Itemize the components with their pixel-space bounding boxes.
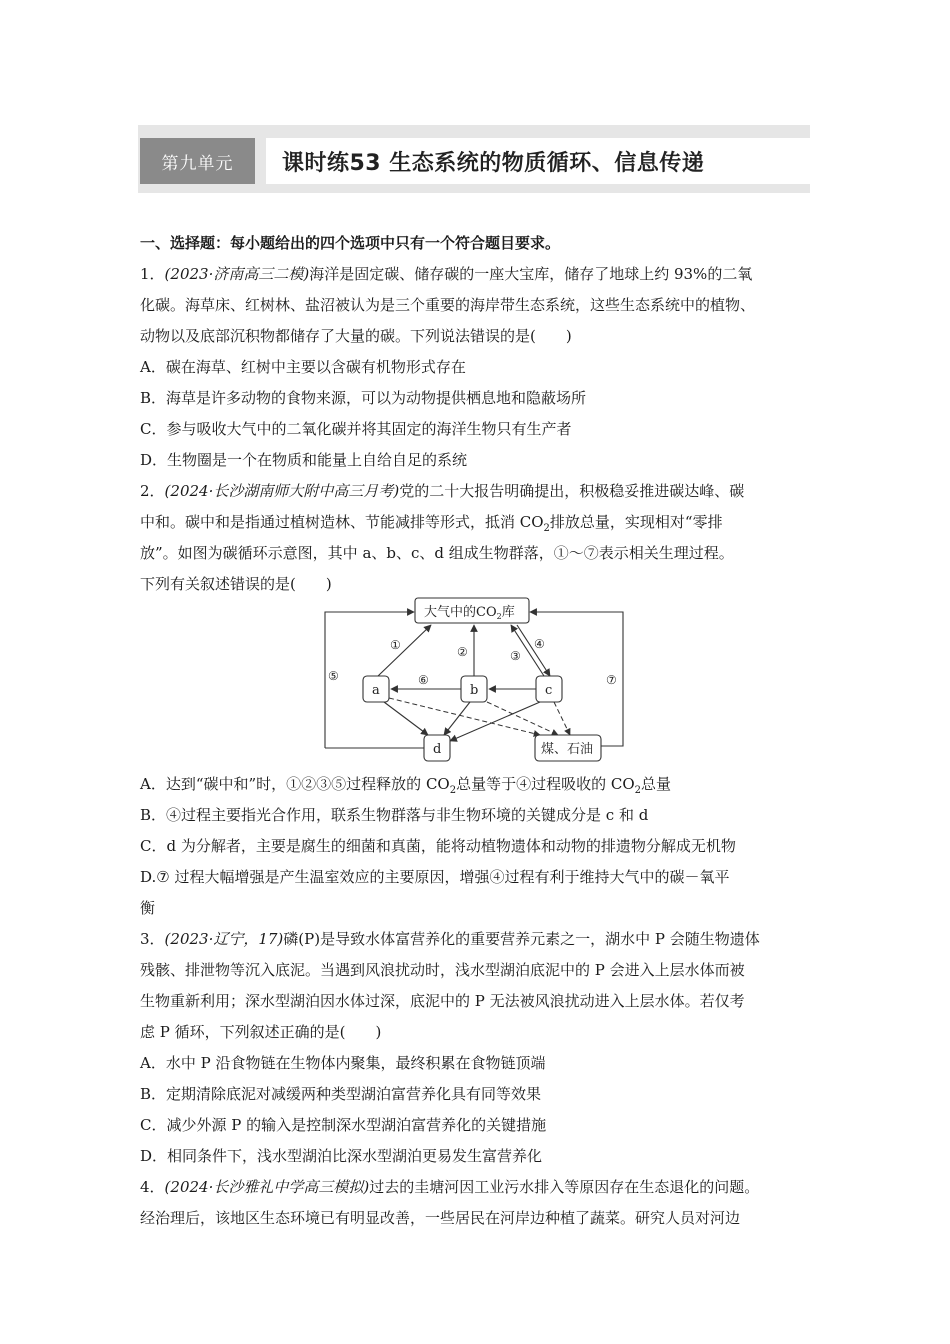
q2-option-d-1: D.⑦ 过程大幅增强是产生温室效应的主要原因，增强④过程有利于维持大气中的碳－氧平 (140, 868, 730, 886)
q3-source: (2023·辽宁，17) (164, 930, 284, 948)
q2-option-d-2: 衡 (140, 899, 156, 917)
q3-option-c: C．减少外源 P 的输入是控制深水型湖泊富营养化的关键措施 (140, 1116, 547, 1134)
q1-option-a: A．碳在海草、红树中主要以含碳有机物形式存在 (140, 358, 466, 376)
q2-option-b: B．④过程主要指光合作用，联系生物群落与非生物环境的关键成分是 c 和 d (140, 806, 649, 824)
label-3: ③ (510, 649, 521, 663)
unit-tag: 第九单元 (140, 138, 255, 184)
arrow-1 (378, 625, 431, 676)
q2-source: (2024·长沙湖南师大附中高三月考) (164, 482, 400, 500)
q1-line-3: 动物以及底部沉积物都储存了大量的碳。下列说法错误的是( ) (140, 327, 572, 345)
q1-line-2: 化碳。海草床、红树林、盐沼被认为是三个重要的海岸带生态系统，这些生态系统中的植物、 (140, 296, 756, 314)
q3-line-2: 残骸、排泄物等沉入底泥。当遇到风浪扰动时，浅水型湖泊底泥中的 P 会进入上层水体而被 (140, 961, 745, 979)
q3-line-1: 3．(2023·辽宁，17)磷(P)是导致水体富营养化的重要营养元素之一，湖水中 P 会随生物遗体 (140, 930, 760, 948)
node-b-label: b (470, 683, 479, 698)
arrow-a-d (384, 702, 428, 735)
q2-line-2: 中和。碳中和是指通过植树造林、节能减排等形式，抵消 $CO_2$排放总量，实现相对“零排 (140, 513, 723, 534)
lesson-title: 课时练53 生态系统的物质循环、信息传递 (282, 150, 705, 176)
q1-line-1: 1．(2023·济南高三二模)海洋是固定碳、储存碳的一座大宝库，储存了地球上约 93%的二氧 (140, 265, 753, 283)
q4-line-1: 4．(2024·长沙雅礼中学高三模拟)过去的圭塘河因工业污水排入等原因存在生态退化的问题。 (140, 1178, 760, 1196)
arrow-c-d (450, 702, 540, 741)
arrow-b-d (444, 702, 470, 735)
node-a-label: a (372, 683, 380, 698)
q2-line-3: 放”。如图为碳循环示意图，其中 a、b、c、d 组成生物群落，①～⑦表示相关生理过程。 (140, 544, 734, 562)
q2-option-c: C．d 为分解者，主要是腐生的细菌和真菌，能将动植物遗体和动物的排遗物分解成无机物 (140, 837, 736, 855)
label-6: ⑥ (418, 673, 429, 687)
q1-option-c: C．参与吸收大气中的二氧化碳并将其固定的海洋生物只有生产者 (140, 420, 572, 438)
label-7: ⑦ (606, 673, 617, 687)
carbon-cycle-diagram (318, 594, 636, 766)
label-2: ② (457, 645, 468, 659)
label-4: ④ (534, 637, 545, 651)
q2-line-4: 下列有关叙述错误的是( ) (140, 575, 332, 593)
fossil-label: 煤、石油 (541, 742, 594, 757)
node-d-label: d (433, 742, 442, 757)
q2-line-1: 2．(2024·长沙湖南师大附中高三月考)党的二十大报告明确提出，积极稳妥推进碳达峰、碳 (140, 482, 745, 500)
q3-option-b: B．定期清除底泥对减缓两种类型湖泊富营养化具有同等效果 (140, 1085, 542, 1103)
q4-source: (2024·长沙雅礼中学高三模拟) (164, 1178, 370, 1196)
section-heading: 一、选择题：每小题给出的四个选项中只有一个符合题目要求。 (140, 234, 561, 252)
dash-c-fossil (554, 702, 570, 735)
q3-option-a: A．水中 P 沿食物链在生物体内聚集，最终积累在食物链顶端 (140, 1054, 546, 1072)
label-1: ① (390, 638, 401, 652)
q1-option-d: D．生物圈是一个在物质和能量上自给自足的系统 (140, 451, 468, 469)
q2-option-a: A．达到“碳中和”时，①②③⑤过程释放的 $CO_2$总量等于④过程吸收的 $CO_2$总量 (140, 775, 672, 796)
content-lower (140, 769, 812, 1234)
q4-line-2: 经治理后，该地区生态环境已有明显改善，一些居民在河岸边种植了蔬菜。研究人员对河边 (140, 1209, 741, 1227)
label-5: ⑤ (328, 669, 339, 683)
q3-option-d: D．相同条件下，浅水型湖泊比深水型湖泊更易发生富营养化 (140, 1147, 543, 1165)
q3-line-3: 生物重新利用；深水型湖泊因水体过深，底泥中的 P 无法被风浪扰动进入上层水体。若仅考 (140, 992, 745, 1010)
q1-source: (2023·济南高三二模) (164, 265, 310, 283)
q1-option-b: B．海草是许多动物的食物来源，可以为动物提供栖息地和隐蔽场所 (140, 389, 587, 407)
dash-b-fossil (487, 702, 558, 735)
q3-line-4: 虑 P 循环，下列叙述正确的是( ) (140, 1023, 382, 1041)
atmosphere-label: 大气中的$CO_2$库 (424, 605, 515, 621)
title-box (266, 138, 810, 184)
node-c-label: c (545, 683, 553, 698)
content-upper (140, 228, 812, 600)
